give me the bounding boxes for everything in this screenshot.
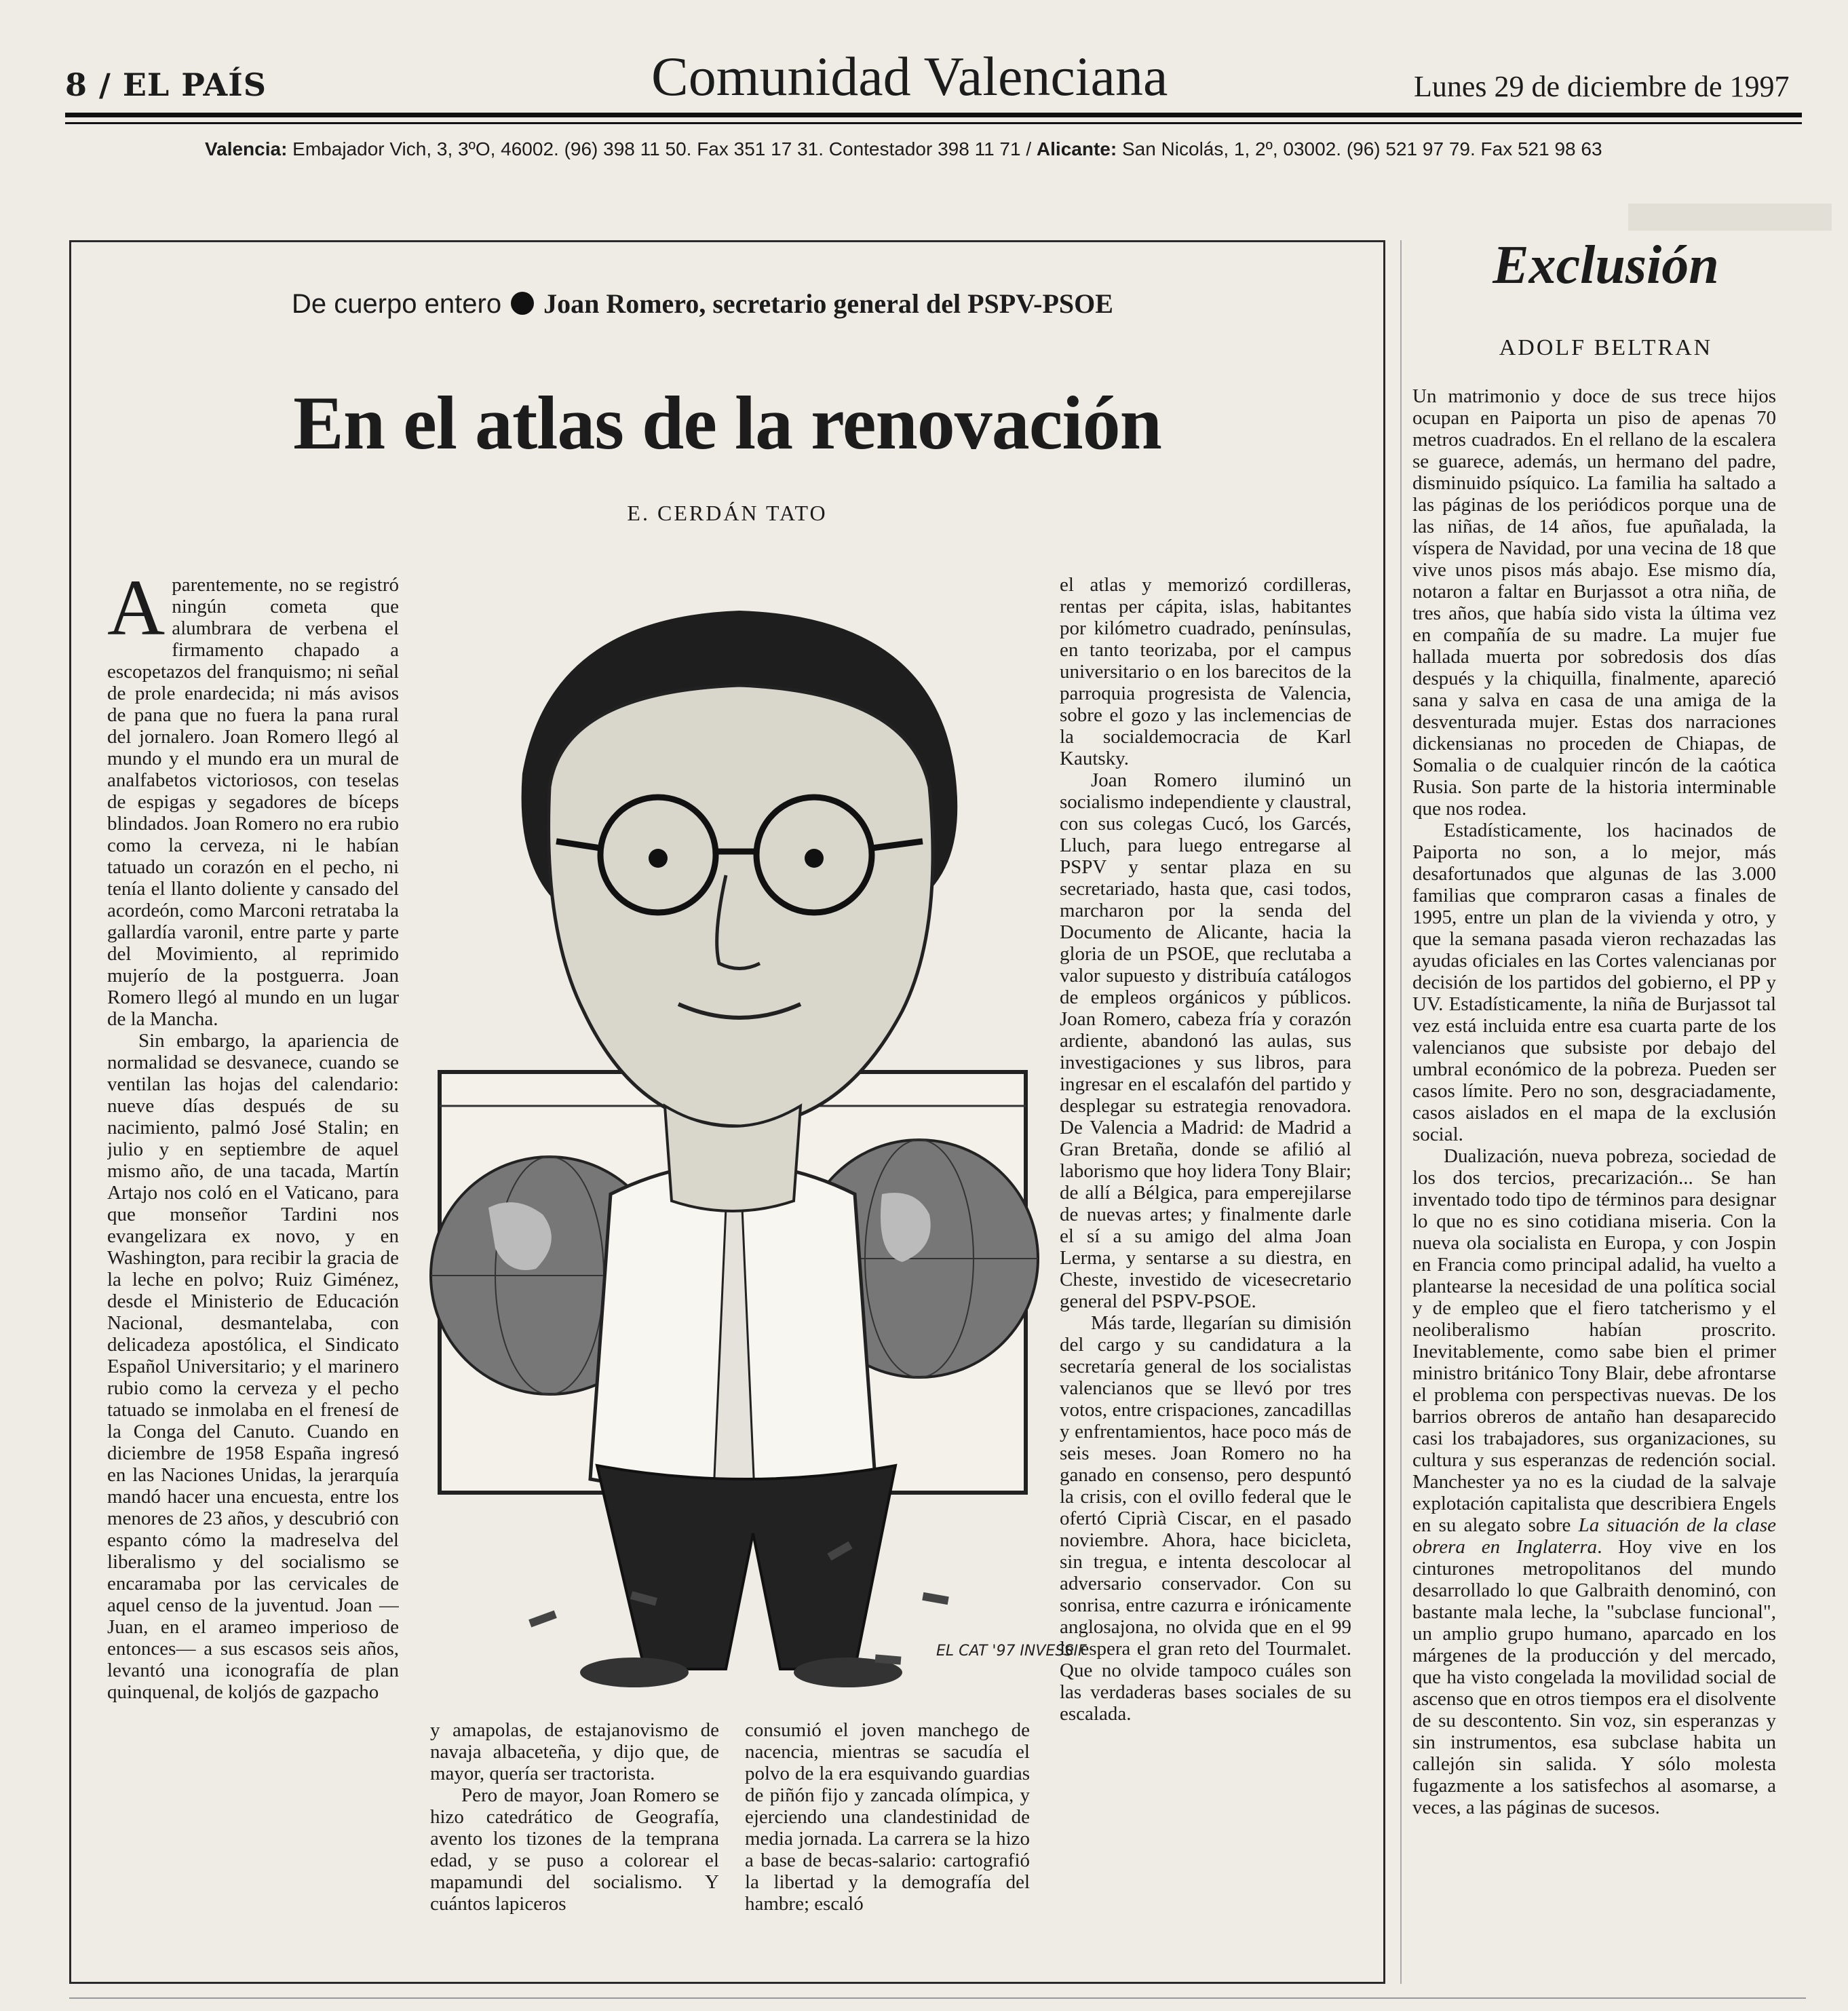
right-eye [805, 849, 824, 868]
bullet-icon [511, 292, 534, 315]
sidebar-paragraph: Estadísticamente, los hacinados de Paiporta no son, a lo mejor, más desafortunados que algunas de las 3.000 familias que compraron casas a finales de 1995, entre un plan de la vivienda y otro, y que la semana pasada vieron rechazadas las ayudas oficiales en las Cortes valencianas por decisión de los partidos del gobierno, el PP y UV. Estadísticamente, la niña de Burjassot tal vez está incluida entre esa cuarta parte de los valencianos que subsiste por debajo del umbral económico de la pobreza. Pueden ser casos límite. Pero no son, desgraciadamente, casos aislados en el mapa de la exclusión social. [1412, 820, 1776, 1145]
caricature-illustration [407, 570, 1092, 1696]
section-title: Comunidad Valenciana [651, 45, 1168, 107]
page-section-label: 8 / EL PAÍS [65, 66, 267, 103]
issue-date: Lunes 29 de diciembre de 1997 [1414, 70, 1790, 103]
article-paragraph: el atlas y memorizó cordilleras, rentas per cápita, islas, habitantes por kilómetro cuadrado, penínsulas, en tanto teorizaba, por el campus universitario o en los barecitos de la parroquia progresista de Valencia, sobre el gozo y las inclemencias de la socialdemocracia de Karl Kautsky. [1060, 574, 1351, 769]
bottom-rule [69, 1997, 1806, 1999]
masthead-rule-thin [65, 122, 1802, 124]
sidebar-paragraph: Un matrimonio y doce de sus trece hijos ocupan en Paiporta un piso de apenas 70 metros cuadrados. En el rellano de la escalera se guarece, además, un hermano del padre, disminuido psíquico. La familia ha saltado a las páginas de los periódicos porque una de las niñas, de 14 años, fue apuñalada, la víspera de Navidad, por una vecina de 18 que vive unos pisos más abajo. Ese mismo día, notaron a faltar en Burjassot a otra niña, de tres años, que había sido vista la última vez en compañía de su madre. La mujer fue hallada muerta por sobredosis dos días después y la chiquilla, finalmente, apareció sana y salva en casa de una amiga de la desventurada mujer. Estas dos narraciones dickensianas no proceden de Chiapas, de Somalia o de cualquier rincón de la caótica Rusia. Son parte de la historia interminable que nos rodea. [1412, 385, 1776, 820]
article-paragraph: consumió el joven manchego de nacencia, mientras se sacudía el polvo de la era esquivando guardias de piñón fijo y zancada olímpica, y ejerciendo una clandestinidad de media jornada. La carrera se la hizo a base de becas-salario: cartografió la libertad y la demografía del hambre; escaló [745, 1719, 1030, 1915]
alicante-label: Alicante: [1036, 138, 1117, 159]
caricature-signature: EL CAT '97 INVESSIF [936, 1643, 1087, 1660]
article-paragraph: Joan Romero iluminó un socialismo independiente y claustral, con sus colegas Cucó, los Garcés, Lluch, para luego entregarse al PSPV y sentar plaza en su secretariado, hasta que, casi todos, marcharon por la senda del Documento de Alicante, hacia la gloria de un PSOE, que reclutaba a valor supuesto y distribuía catálogos de empleos orgánicos y públicos. Joan Romero, cabeza fría y corazón ardiente, abandonó las aulas, sus investigaciones y sus libros, para ingresar en el escalafón del partido y desplegar su estrategia renovadora. De Valencia a Madrid: de Madrid a Gran Bretaña, donde se afilió al laborismo que hoy lidera Tony Blair; de allí a Bélgica, para emperejilarse de nuevas artes; y finalmente darle el sí a su amigo del alma Joan Lerma, y sentarse a su diestra, en Cheste, investido de vicesecretario general del PSPV-PSOE. [1060, 769, 1351, 1312]
sidebar-column [1412, 385, 1776, 1987]
article-paragraph: Sin embargo, la apariencia de normalidad se desvanece, cuando se ventilan las hojas del calendario: nueve días después de su nacimiento, palmó José Stalin; en julio y en septiembre de aquel mismo año, de una tacada, Martín Artajo nos coló en el Vaticano, para que monseñor Tardini nos evangelizara ex novo, y en Washington, para recibir la gracia de la leche en polvo; Ruiz Giménez, desde el Ministerio de Educación Nacional, desmantelaba, con delicadeza apostólica, el Sindicato Español Universitario; y el marinero rubio como la cerveza y el pecho tatuado se inmolaba en el frenesí de la Conga del Canuto. Cuando en diciembre de 1958 España ingresó en las Naciones Unidas, la jerarquía mandó hacer una encuesta, entre los menores de 23 años, y descubrió con espanto cómo la madreselva del liberalismo y del socialismo se encaramaba por las cervicales de aquel censo de la juventud. Joan —Juan, en el arameo imperioso de entonces— a sus escasos seis años, levantó una iconografía de plan quinquenal, de koljós de gazpacho [107, 1030, 399, 1703]
sidebar-divider [1400, 240, 1402, 1984]
sidebar-paragraph: Dualización, nueva pobreza, sociedad de los dos tercios, precarización... Se han inventado todo tipo de términos para designar lo que no es sino cotidiana miseria. Con la nueva ola socialista en Europa, y con Jospin en Francia como principal adalid, ha vuelto a plantearse la necesidad de una política social y de empleo que el fiero tatcherismo y el neoliberalismo habían proscrito. Inevitablemente, como sabe bien el primer ministro británico Tony Blair, debe afrontarse el problema con perspectivas nuevas. De los barrios obreros de antaño han desaparecido casi los trabajadores, sus organizaciones, su cultura y sus esperanzas de redención social. Manchester ya no es la ciudad de la salvaje explotación capitalista que describiera Engels en su alegato sobre La situación de la clase obrera en Inglaterra. Hoy vive en los cinturones metropolitanos del mundo desarrollado lo que Galbraith denominó, con bastante mala leche, la "subclase funcional", un amplio grupo humano, aparcado en los márgenes de la producción y del mercado, que ha visto congelada la movilidad social de ascenso que en otros tiempos era el disolvente de su descontento. Sin voz, sin esperanzas y sin instrumentos, esa subclase habita un callejón sin salida. Y sólo molesta fugazmente a los satisfechos al asomarse, a veces, a las páginas de sucesos. [1412, 1145, 1776, 1818]
article-headline: En el atlas de la renovación [293, 381, 1161, 465]
trousers [597, 1466, 896, 1669]
show-through-texture [1628, 204, 1832, 231]
alicante-address: San Nicolás, 1, 2º, 03002. (96) 521 97 79. Fax 521 98 63 [1117, 138, 1602, 159]
article-paragraph: Más tarde, llegarían su dimisión del cargo y su candidatura a la secretaría general de los socialistas valencianos que se llevó por tres votos, entre crispaciones, zancadillas y enfrentamientos, hace poco más de seis meses. Joan Romero no ha ganado en consenso, pero despuntó la crisis, con el ovillo federal que le ofertó Ciprià Ciscar, en el pasado noviembre. Ahora, hace bicicleta, sin tregua, e intenta descolocar al adversario conservador. Con su sonrisa, entre cazurra e irónicamente anglosajona, no olvida que en el 99 le espera el gran reto del Tourmalet. Que no olvide tampoco cuáles son las verdaderas bases sociales de su escalada. [1060, 1312, 1351, 1725]
article-paragraph: Aparentemente, no se registró ningún cometa que alumbrara de verbena el firmamento chapado a escopetazos del franquismo; ni señal de prole enardecida; ni más avisos de pana que no fuera la pana rural del jornalero. Joan Romero llegó al mundo y el mundo era un mural de analfabetos victoriosos, con teselas de espigas y segadores de bíceps blindados. Joan Romero no era rubio como la cerveza, ni le habían tatuado un corazón en el pecho, ni tenía el llanto doliente y cansado del acordeón, como Marconi retrataba la gallardía varonil, entre parte y parte del Movimiento, al reprimido mujerío de la postguerra. Joan Romero llegó al mundo en un lugar de la Mancha. [107, 574, 399, 1030]
article-paragraph: Pero de mayor, Joan Romero se hizo catedrático de Geografía, avento los tizones de la temprana edad, y se puso a colorear el mapamundi del socialismo. Y cuántos lapiceros [430, 1784, 719, 1915]
kicker-section: De cuerpo entero [292, 289, 502, 319]
masthead-rule-thick [65, 113, 1802, 117]
article-column-3 [745, 1719, 1030, 1964]
face [549, 685, 933, 1126]
article-column-1 [107, 574, 399, 1958]
left-eye [649, 849, 668, 868]
article-paragraph: y amapolas, de estajanovismo de navaja albaceteña, y dijo que, de mayor, quería ser tractorista. [430, 1719, 719, 1784]
sidebar-author: ADOLF BELTRAN [1499, 335, 1713, 360]
sidebar-title: Exclusión [1493, 235, 1719, 295]
article-column-4 [1060, 574, 1351, 1958]
drop-cap: A [107, 574, 166, 652]
valencia-label: Valencia: [205, 138, 288, 159]
article-byline: E. CERDÁN TATO [627, 501, 828, 525]
article-column-2 [430, 1719, 719, 1964]
left-shoe [580, 1658, 689, 1687]
valencia-address: Embajador Vich, 3, 3ºO, 46002. (96) 398 11 50. Fax 351 17 31. Contestador 398 11 71 / [287, 138, 1037, 159]
kicker-subject: Joan Romero, secretario general del PSPV-PSOE [543, 288, 1113, 319]
article-kicker [292, 288, 1113, 320]
contact-line [205, 138, 1602, 160]
